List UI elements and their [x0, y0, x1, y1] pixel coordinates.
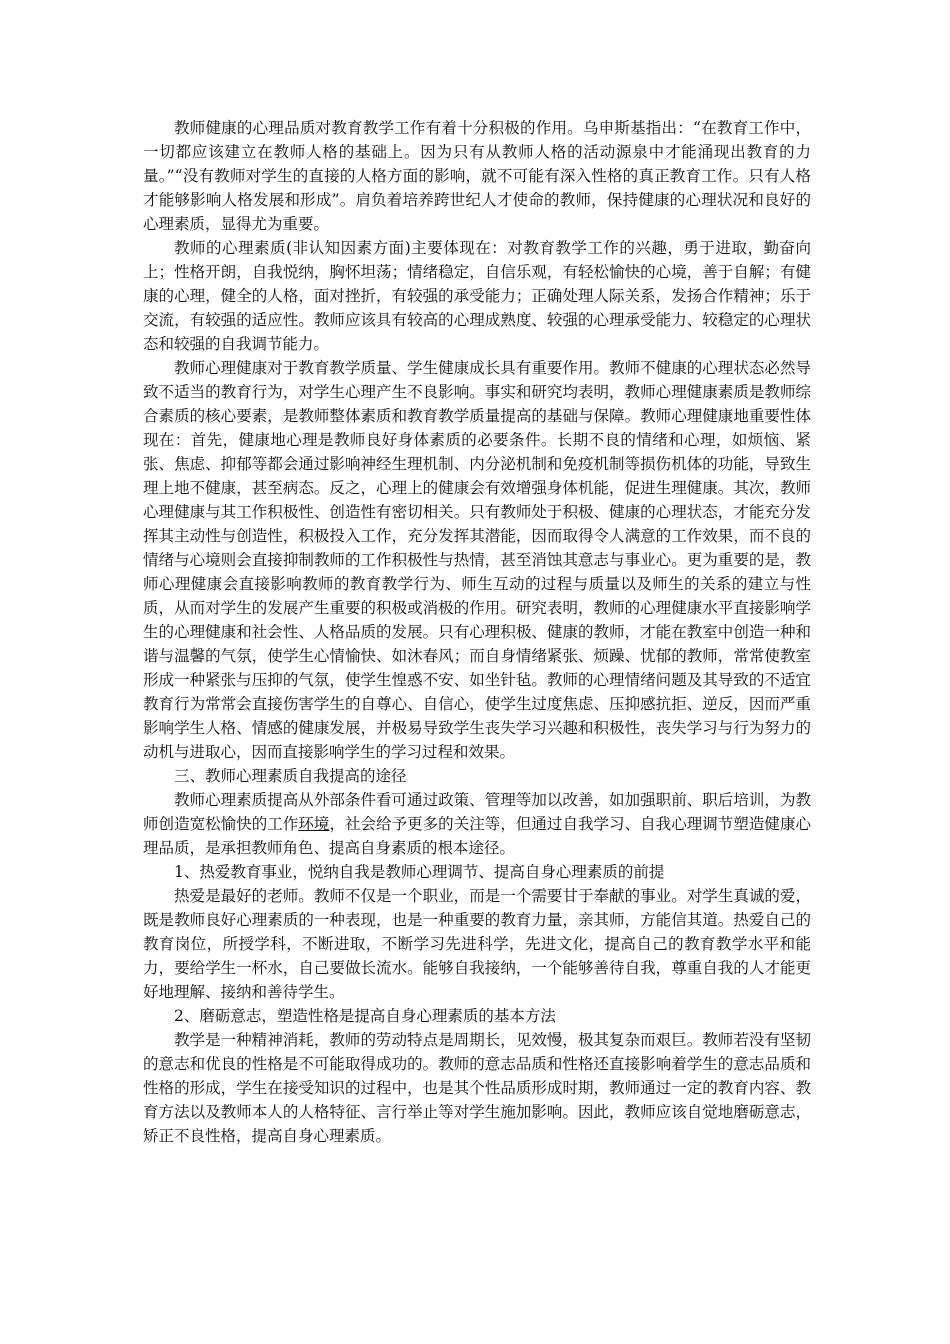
section-3-heading: 三、教师心理素质自我提高的途径: [174, 767, 407, 785]
mental-quality-paragraph: 教师的心理素质(非认知因素方面)主要体现在：对教育教学工作的兴趣，勇于进取，勤奋向上；性格开朗，自我悦纳，胸怀坦荡；情绪稳定，自信乐观，有轻松愉快的心境，善于自解；有健康的心理，健全的人格，面对挫折，有较强的承受能力；正确处理人际关系，发扬合作精神；乐于交流，有较强的适应性。教师应该具有较高的心理成熟度、较强的心理承受能力、较稳定的心理状态和较强的自我调节能力。: [143, 239, 811, 353]
intro-paragraph: 教师健康的心理品质对教育教学工作有着十分积极的作用。乌申斯基指出：“在教育工作中，一切都应该建立在教师人格的基础上。因为只有从教师人格的活动源泉中才能涌现出教育的力量。”“没有教师对学生的直接的人格方面的影响，就不可能有深入性格的真正教育工作。只有人格才能够影响人格发展和形成”。肩负着培养跨世纪人才使命的教师，保持健康的心理状况和良好的心理素质，显得尤为重要。: [143, 119, 811, 233]
underlined-term: 环境: [298, 815, 330, 833]
mental-health-importance-paragraph: 教师心理健康对于教育教学质量、学生健康成长具有重要作用。教师不健康的心理状态必然导致不适当的教育行为，对学生心理产生不良影响。事实和研究均表明，教师心理健康素质是教师综合素质的核心要素，是教师整体素质和教育教学质量提高的基础与保障。教师心理健康地重要性体现在：首先，健康地心理是教师良好身体素质的必要条件。长期不良的情绪和心理，如烦恼、紧张、焦虑、抑郁等都会通过影响神经生理机制、内分泌机制和免疫机制等损伤机体的功能，导致生理上地不健康，甚至病态。反之，心理上的健康会有效增强身体机能，促进生理健康。其次，教师心理健康与其工作积极性、创造性有密切相关。只有教师处于积极、健康的心理状态，才能充分发挥其主动性与创造性，积极投入工作，充分发挥其潜能，因而取得令人满意的工作效果，而不良的情绪与心境则会直接抑制教师的工作积极性与热情，甚至消蚀其意志与事业心。更为重要的是，教师心理健康会直接影响教师的教育教学行为、师生互动的过程与质量以及师生的关系的建立与性质，从而对学生的发展产生重要的积极或消极的作用。研究表明，教师的心理健康水平直接影响学生的心理健康和社会性、人格品质的发展。只有心理积极、健康的教师，才能在教室中创造一种和谐与温馨的气氛，使学生心情愉快、如沐春风；而自身情绪紧张、烦躁、忧郁的教师，常常使教室形成一种紧张与压抑的气氛，使学生惶惑不安、如坐针毡。教师的心理情绪问题及其导致的不适宜教育行为常常会直接伤害学生的自尊心、自信心，使学生过度焦虑、压抑感抗拒、逆反，因而严重影响学生人格、情感的健康发展，并极易导致学生丧失学习兴趣和积极性，丧失学习与行为努力的动机与进取心，因而直接影响学生的学习过程和效果。: [143, 359, 811, 761]
document-page: [143, 116, 811, 1148]
subsection-1-paragraph: 热爱是最好的老师。教师不仅是一个职业，而是一个需要甘于奉献的事业。对学生真诚的爱，既是教师良好心理素质的一种表现，也是一种重要的教育力量，亲其师，方能信其道。热爱自己的教育岗位，所授学科，不断进取，不断学习先进科学，先进文化，提高自己的教育教学水平和能力，要给学生一杯水，自己要做长流水。能够自我接纳，一个能够善待自我，尊重自我的人才能更好地理解、接纳和善待学生。: [143, 887, 811, 1001]
subheading-2: 2、磨砺意志，塑造性格是提高自身心理素质的基本方法: [174, 1007, 556, 1025]
subheading-1: 1、热爱教育事业，悦纳自我是教师心理调节、提高自身心理素质的前提: [174, 863, 665, 881]
section-3-intro-text-after: ，社会给予更多的关注等，但通过自我学习、自我心理调节塑造健康心理品质，是承担教师角色、提高自身素质的根本途径。: [143, 815, 811, 857]
section-3-intro-text-before: 教师心理素质提高从外部条件看可通过政策、管理等加以改善，如加强职前、职后培训，为教师创造宽松愉快的工作: [143, 791, 811, 833]
subsection-2-paragraph: 教学是一种精神消耗，教师的劳动特点是周期长，见效慢，极其复杂而艰巨。教师若没有坚韧的意志和优良的性格是不可能取得成功的。教师的意志品质和性格还直接影响着学生的意志品质和性格的形成，学生在接受知识的过程中，也是其个性品质形成时期，教师通过一定的教育内容、教育方法以及教师本人的人格特征、言行举止等对学生施加影响。因此，教师应该自觉地磨砺意志，矫正不良性格，提高自身心理素质。: [143, 1031, 811, 1145]
section-3-intro-paragraph: [143, 788, 811, 860]
